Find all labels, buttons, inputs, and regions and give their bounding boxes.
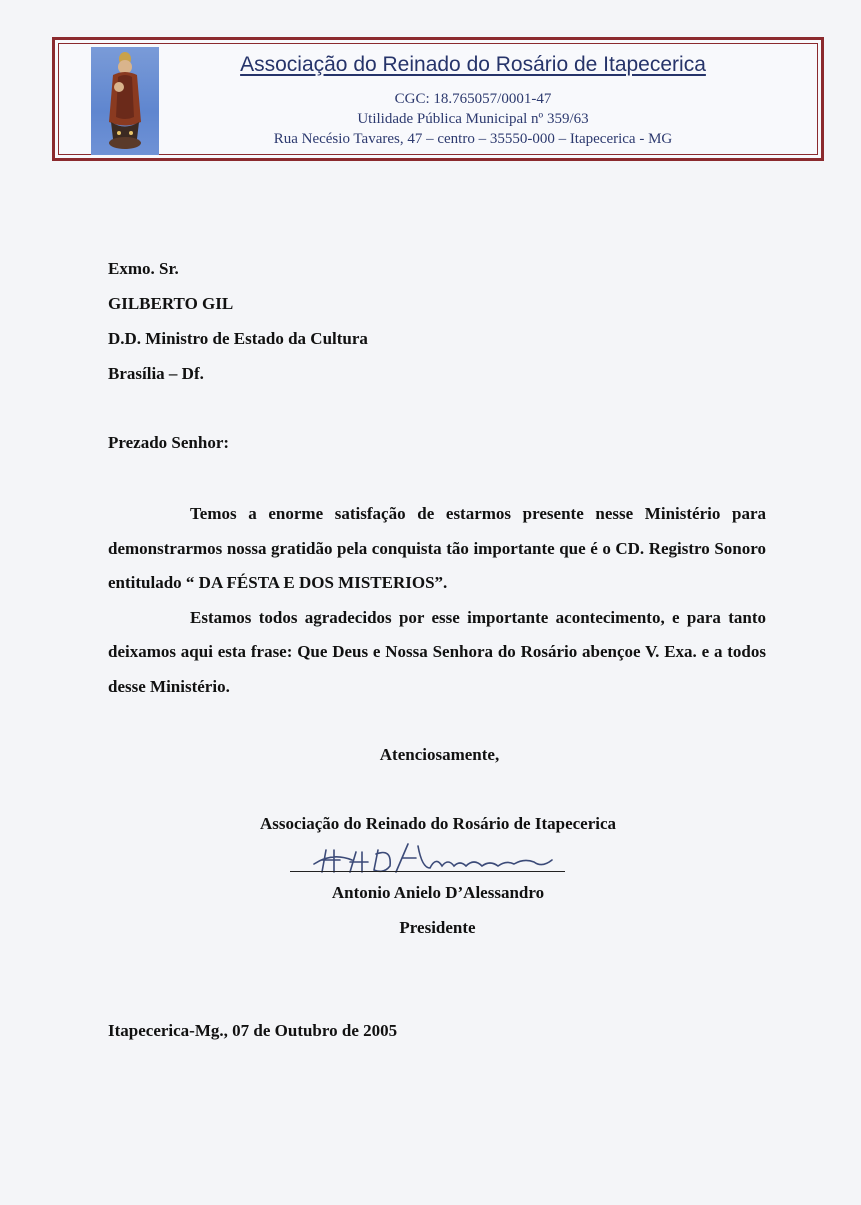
signatory-name-row [0, 883, 861, 903]
letterhead-public-utility: Utilidade Pública Municipal nº 359/63 [357, 111, 589, 127]
letterhead-org-name: Associação do Reinado do Rosário de Itapecerica [240, 53, 706, 76]
signatory-org-row [0, 814, 861, 834]
body-paragraph-1: Temos a enorme satisfação de estarmos presente nesse Ministério para demonstrarmos nossa gratidão pela conquista tão importante que é o CD. Registro Sonoro entitulado “ DA FÉSTA E DOS MISTERIOS”. [108, 504, 766, 592]
signatory-organization: Associação do Reinado do Rosário de Itapecerica [259, 814, 617, 833]
recipient-location: Brasília – Df. [108, 364, 204, 383]
signatory-name: Antonio Anielo D’Alessandro [331, 883, 545, 902]
recipient-title: D.D. Ministro de Estado da Cultura [108, 329, 368, 348]
letter-body [108, 497, 766, 704]
recipient-salutation: Exmo. Sr. [108, 259, 179, 278]
letterhead [52, 37, 824, 161]
signatory-role-row [0, 918, 861, 938]
recipient-name: GILBERTO GIL [108, 294, 234, 313]
signature-line [290, 871, 565, 872]
letterhead-address: Rua Necésio Tavares, 47 – centro – 35550-000 – Itapecerica - MG [273, 131, 673, 147]
body-paragraph-2: Estamos todos agradecidos por esse importante acontecimento, e para tanto deixamos aqui esta frase: Que Deus e Nossa Senhora do Rosário abençoe V. Exa. e a todos desse Ministério. [108, 607, 766, 696]
greeting: Prezado Senhor: [108, 433, 230, 452]
closing-row [0, 745, 861, 765]
handwritten-signature [312, 838, 570, 880]
closing: Atenciosamente, [379, 745, 500, 764]
signatory-role: Presidente [399, 918, 476, 937]
place-date: Itapecerica-Mg., 07 de Outubro de 2005 [108, 1021, 398, 1040]
letterhead-cgc: CGC: 18.765057/0001-47 [394, 91, 552, 107]
